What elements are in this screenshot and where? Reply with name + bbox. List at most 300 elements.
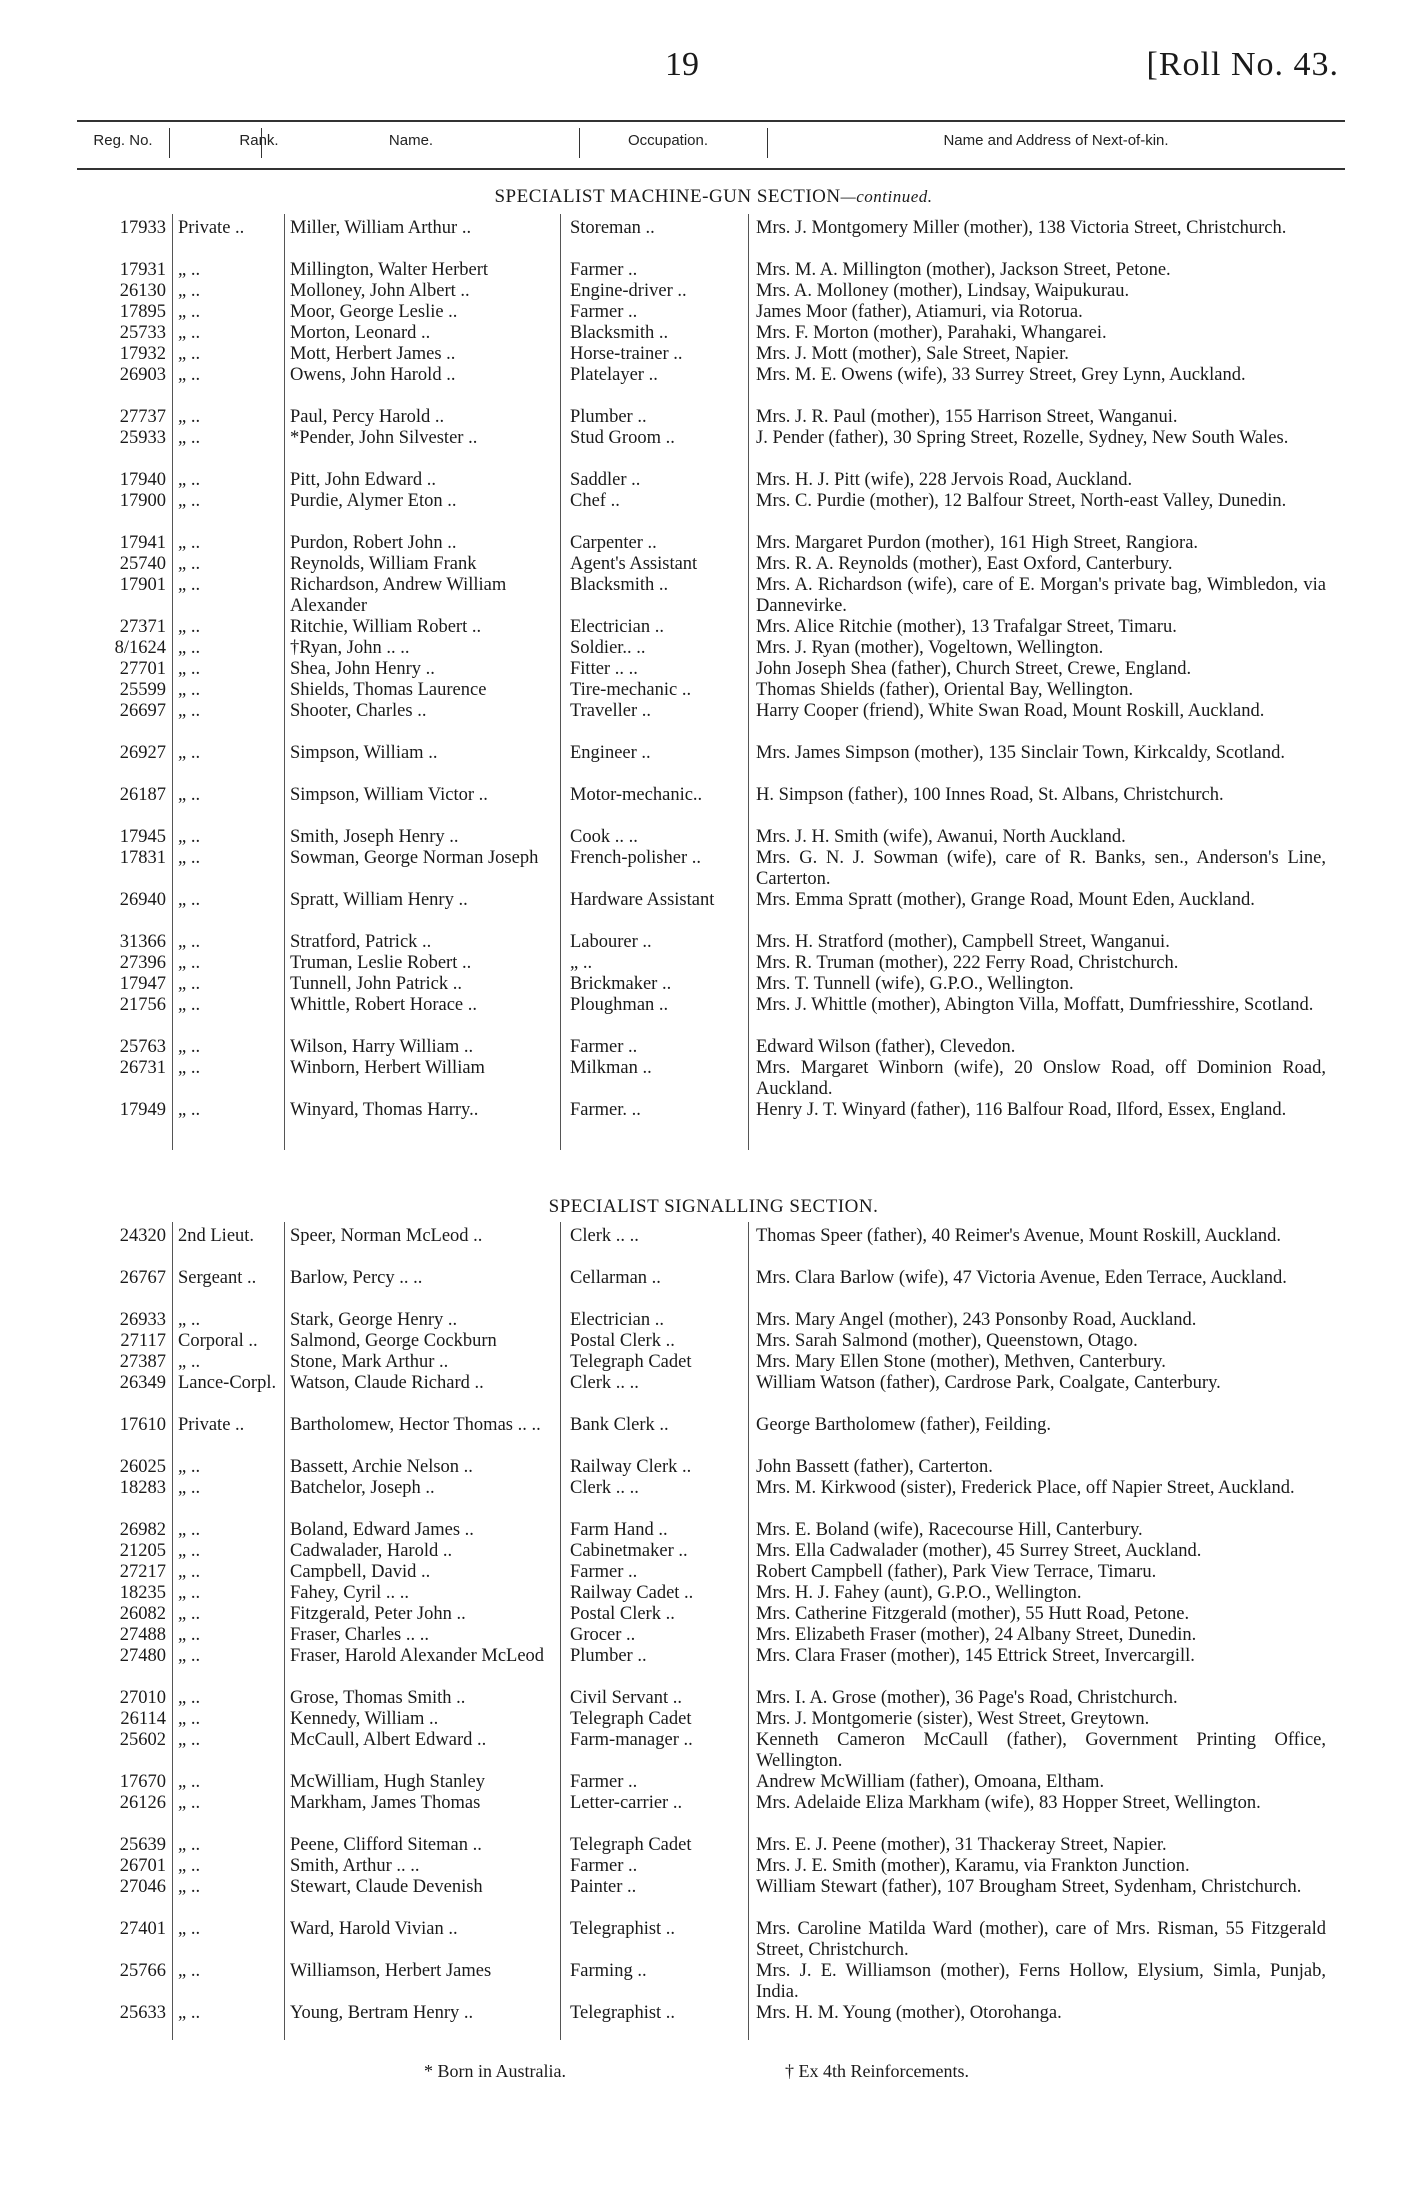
reg-no: 27217 — [119, 1562, 166, 1582]
next-of-kin: Mrs. Margaret Purdon (mother), 161 High Street, Rangiora. — [756, 533, 1199, 553]
next-of-kin: Edward Wilson (father), Clevedon. — [756, 1037, 1016, 1057]
occupation: Telegraphist .. — [570, 1919, 676, 1939]
occupation: Hardware Assistant — [570, 890, 715, 910]
reg-no: 25763 — [119, 1037, 166, 1057]
next-of-kin: Mrs. Emma Spratt (mother), Grange Road, Mount Eden, Auckland. — [756, 890, 1255, 910]
reg-no: 25633 — [119, 2003, 166, 2023]
section-title — [0, 1196, 1427, 1218]
reg-no: 26940 — [119, 890, 166, 910]
occupation: French-polisher .. — [570, 848, 702, 868]
next-of-kin: Henry J. T. Winyard (father), 116 Balfour Road, Ilford, Essex, England. — [756, 1100, 1287, 1120]
rank: „ .. — [178, 491, 201, 511]
occupation: Brickmaker .. — [570, 974, 672, 994]
occupation: Railway Clerk .. — [570, 1457, 692, 1477]
rank: „ .. — [178, 1541, 201, 1561]
next-of-kin: Thomas Shields (father), Oriental Bay, Wellington. — [756, 680, 1134, 700]
reg-no: 26114 — [120, 1709, 166, 1729]
occupation: Cabinetmaker .. — [570, 1541, 688, 1561]
rank: „ .. — [178, 1625, 201, 1645]
next-of-kin: Andrew McWilliam (father), Omoana, Eltham. — [756, 1772, 1105, 1792]
rank: „ .. — [178, 2003, 201, 2023]
rank: „ .. — [178, 554, 201, 574]
soldier-name: Wilson, Harry William .. — [290, 1037, 474, 1057]
soldier-name: Paul, Percy Harold .. — [290, 407, 445, 427]
next-of-kin: Mrs. Margaret Winborn (wife), 20 Onslow Road, off Dominion Road, Auckland. — [756, 1058, 1326, 1099]
occupation: Farmer. .. — [570, 1100, 641, 1120]
occupation: Postal Clerk .. — [570, 1604, 675, 1624]
reg-no: 26130 — [119, 281, 166, 301]
next-of-kin: Mrs. E. J. Peene (mother), 31 Thackeray Street, Napier. — [756, 1835, 1167, 1855]
column-rule — [172, 1222, 173, 2040]
occupation: Farmer .. — [570, 1037, 638, 1057]
reg-no: 17900 — [119, 491, 166, 511]
soldier-name: Fraser, Charles .. .. — [290, 1625, 430, 1645]
col-next-of-kin: Name and Address of Next-of-kin. — [943, 132, 1169, 149]
reg-no: 25602 — [119, 1730, 166, 1750]
soldier-name: Stewart, Claude Devenish — [290, 1877, 483, 1897]
next-of-kin: Mrs. J. E. Williamson (mother), Ferns Hollow, Elysium, Simla, Punjab, India. — [756, 1961, 1326, 2002]
soldier-name: Fitzgerald, Peter John .. — [290, 1604, 466, 1624]
soldier-name: Winyard, Thomas Harry.. — [290, 1100, 479, 1120]
next-of-kin: Mrs. Mary Angel (mother), 243 Ponsonby Road, Auckland. — [756, 1310, 1197, 1330]
rank: „ .. — [178, 974, 201, 994]
rank: „ .. — [178, 848, 201, 868]
occupation: Carpenter .. — [570, 533, 657, 553]
rank: „ .. — [178, 260, 201, 280]
next-of-kin: James Moor (father), Atiamuri, via Rotorua. — [756, 302, 1083, 322]
soldier-name: Peene, Clifford Siteman .. — [290, 1835, 482, 1855]
soldier-name: Truman, Leslie Robert .. — [290, 953, 472, 973]
soldier-name: Ward, Harold Vivian .. — [290, 1919, 458, 1939]
next-of-kin: Mrs. J. Whittle (mother), Abington Villa, Moffatt, Dumfriesshire, Scotland. — [756, 995, 1314, 1015]
rank: „ .. — [178, 1793, 201, 1813]
next-of-kin: H. Simpson (father), 100 Innes Road, St. Albans, Christchurch. — [756, 785, 1224, 805]
rank: „ .. — [178, 659, 201, 679]
next-of-kin: Mrs. Caroline Matilda Ward (mother), care of Mrs. Risman, 55 Fitzgerald Street, Christchurch. — [756, 1919, 1326, 1960]
reg-no: 25766 — [119, 1961, 166, 1981]
reg-no: 18283 — [119, 1478, 166, 1498]
next-of-kin: Thomas Speer (father), 40 Reimer's Avenue, Mount Roskill, Auckland. — [756, 1226, 1282, 1246]
occupation: Farmer .. — [570, 1772, 638, 1792]
soldier-name: Spratt, William Henry .. — [290, 890, 468, 910]
rank: „ .. — [178, 1100, 201, 1120]
rank: „ .. — [178, 1604, 201, 1624]
next-of-kin: Mrs. Adelaide Eliza Markham (wife), 83 Hopper Street, Wellington. — [756, 1793, 1261, 1813]
footnote-born-australia: * Born in Australia. — [424, 2061, 566, 2081]
next-of-kin: John Joseph Shea (father), Church Street, Crewe, England. — [756, 659, 1192, 679]
reg-no: 21756 — [119, 995, 166, 1015]
next-of-kin: Harry Cooper (friend), White Swan Road, Mount Roskill, Auckland. — [756, 701, 1265, 721]
reg-no: 26697 — [119, 701, 166, 721]
reg-no: 27480 — [119, 1646, 166, 1666]
occupation: Farmer .. — [570, 260, 638, 280]
rank: „ .. — [178, 1520, 201, 1540]
rank: „ .. — [178, 575, 201, 595]
column-rule — [748, 1222, 749, 2040]
soldier-name: Smith, Joseph Henry .. — [290, 827, 459, 847]
soldier-name: Speer, Norman McLeod .. — [290, 1226, 483, 1246]
occupation: Clerk .. .. — [570, 1226, 639, 1246]
rank: „ .. — [178, 785, 201, 805]
next-of-kin: Mrs. F. Morton (mother), Parahaki, Whangarei. — [756, 323, 1107, 343]
col-rank: Rank. — [239, 132, 279, 149]
next-of-kin: Mrs. M. Kirkwood (sister), Frederick Place, off Napier Street, Auckland. — [756, 1478, 1295, 1498]
soldier-name: Stratford, Patrick .. — [290, 932, 432, 952]
occupation: Farming .. — [570, 1961, 647, 1981]
next-of-kin: John Bassett (father), Carterton. — [756, 1457, 993, 1477]
rank: Private .. — [178, 218, 245, 238]
rank: „ .. — [178, 1310, 201, 1330]
next-of-kin: Mrs. R. A. Reynolds (mother), East Oxford, Canterbury. — [756, 554, 1173, 574]
next-of-kin: Mrs. J. Montgomery Miller (mother), 138 Victoria Street, Christchurch. — [756, 218, 1287, 238]
next-of-kin: Mrs. James Simpson (mother), 135 Sinclair Town, Kirkcaldy, Scotland. — [756, 743, 1285, 763]
rank: „ .. — [178, 1919, 201, 1939]
occupation: Tire-mechanic .. — [570, 680, 692, 700]
next-of-kin: William Watson (father), Cardrose Park, Coalgate, Canterbury. — [756, 1373, 1221, 1393]
reg-no: 26927 — [119, 743, 166, 763]
occupation: Painter .. — [570, 1877, 637, 1897]
reg-no: 17670 — [119, 1772, 166, 1792]
rank: „ .. — [178, 701, 201, 721]
reg-no: 17941 — [119, 533, 166, 553]
reg-no: 27117 — [120, 1331, 166, 1351]
occupation: Engineer .. — [570, 743, 651, 763]
occupation: Clerk .. .. — [570, 1373, 639, 1393]
footnote-ex-reinforcements: † Ex 4th Reinforcements. — [785, 2061, 969, 2081]
reg-no: 27401 — [119, 1919, 166, 1939]
rank: „ .. — [178, 1646, 201, 1666]
reg-no: 24320 — [119, 1226, 166, 1246]
soldier-name: Shea, John Henry .. — [290, 659, 435, 679]
rank: „ .. — [178, 365, 201, 385]
rank: „ .. — [178, 1730, 201, 1750]
occupation: Chef .. — [570, 491, 620, 511]
section-title — [0, 186, 1427, 208]
soldier-name: Purdie, Alymer Eton .. — [290, 491, 457, 511]
soldier-name: Molloney, John Albert .. — [290, 281, 470, 301]
soldier-name: Stark, George Henry .. — [290, 1310, 458, 1330]
next-of-kin: Mrs. H. J. Fahey (aunt), G.P.O., Wellington. — [756, 1583, 1082, 1603]
next-of-kin: Mrs. J. E. Smith (mother), Karamu, via Frankton Junction. — [756, 1856, 1190, 1876]
next-of-kin: William Stewart (father), 107 Brougham Street, Sydenham, Christchurch. — [756, 1877, 1302, 1897]
occupation: Telegraph Cadet — [570, 1352, 692, 1372]
rank: „ .. — [178, 1037, 201, 1057]
rank: Corporal .. — [178, 1331, 258, 1351]
soldier-name: Williamson, Herbert James — [290, 1961, 492, 1981]
occupation: Farm Hand .. — [570, 1520, 668, 1540]
next-of-kin: Mrs. Elizabeth Fraser (mother), 24 Albany Street, Dunedin. — [756, 1625, 1197, 1645]
reg-no: 25740 — [119, 554, 166, 574]
next-of-kin: Mrs. H. Stratford (mother), Campbell Street, Wanganui. — [756, 932, 1170, 952]
occupation: Plumber .. — [570, 1646, 647, 1666]
reg-no: 18235 — [119, 1583, 166, 1603]
soldier-name: Shields, Thomas Laurence — [290, 680, 487, 700]
reg-no: 27488 — [119, 1625, 166, 1645]
next-of-kin: Mrs. Catherine Fitzgerald (mother), 55 Hutt Road, Petone. — [756, 1604, 1190, 1624]
soldier-name: Fraser, Harold Alexander McLeod — [290, 1646, 545, 1666]
column-headers — [77, 128, 1345, 158]
next-of-kin: Mrs. A. Molloney (mother), Lindsay, Waipukurau. — [756, 281, 1130, 301]
section-title-text: SPECIALIST MACHINE-GUN SECTION — [494, 186, 841, 207]
soldier-name: Morton, Leonard .. — [290, 323, 431, 343]
reg-no: 17895 — [119, 302, 166, 322]
reg-no: 26701 — [119, 1856, 166, 1876]
soldier-name: Millington, Walter Herbert — [290, 260, 489, 280]
rank: Private .. — [178, 1415, 245, 1435]
next-of-kin: George Bartholomew (father), Feilding. — [756, 1415, 1052, 1435]
occupation: Grocer .. — [570, 1625, 636, 1645]
soldier-name: Batchelor, Joseph .. — [290, 1478, 435, 1498]
next-of-kin: Mrs. Ella Cadwalader (mother), 45 Surrey Street, Auckland. — [756, 1541, 1202, 1561]
roll-number: [Roll No. 43. — [1146, 46, 1339, 83]
occupation: Soldier.. .. — [570, 638, 646, 658]
soldier-name: †Ryan, John .. .. — [290, 638, 410, 658]
column-rule — [172, 214, 173, 1150]
reg-no: 17932 — [119, 344, 166, 364]
occupation: Blacksmith .. — [570, 323, 669, 343]
soldier-name: Richardson, Andrew William Alexander — [290, 575, 507, 616]
rank: „ .. — [178, 344, 201, 364]
reg-no: 31366 — [119, 932, 166, 952]
occupation: Traveller .. — [570, 701, 652, 721]
rank: „ .. — [178, 281, 201, 301]
next-of-kin: Mrs. T. Tunnell (wife), G.P.O., Wellington. — [756, 974, 1074, 994]
next-of-kin: Mrs. M. A. Millington (mother), Jackson Street, Petone. — [756, 260, 1171, 280]
top-rule — [77, 120, 1345, 122]
next-of-kin: Mrs. I. A. Grose (mother), 36 Page's Road, Christchurch. — [756, 1688, 1178, 1708]
next-of-kin: Mrs. J. Montgomerie (sister), West Street, Greytown. — [756, 1709, 1150, 1729]
occupation: Engine-driver .. — [570, 281, 687, 301]
soldier-name: Shooter, Charles .. — [290, 701, 427, 721]
rank: „ .. — [178, 302, 201, 322]
next-of-kin: J. Pender (father), 30 Spring Street, Rozelle, Sydney, New South Wales. — [756, 428, 1289, 448]
soldier-name: McCaull, Albert Edward .. — [290, 1730, 487, 1750]
next-of-kin: Mrs. M. E. Owens (wife), 33 Surrey Street, Grey Lynn, Auckland. — [756, 365, 1246, 385]
section-title-text: SPECIALIST SIGNALLING SECTION. — [548, 1196, 879, 1217]
occupation: Cellarman .. — [570, 1268, 661, 1288]
rank: „ .. — [178, 953, 201, 973]
reg-no: 27737 — [119, 407, 166, 427]
rank: „ .. — [178, 680, 201, 700]
occupation: Labourer .. — [570, 932, 652, 952]
reg-no: 17947 — [119, 974, 166, 994]
rank: „ .. — [178, 1478, 201, 1498]
soldier-name: Pitt, John Edward .. — [290, 470, 436, 490]
soldier-name: Reynolds, William Frank — [290, 554, 477, 574]
soldier-name: Bartholomew, Hector Thomas .. .. — [290, 1415, 541, 1435]
rank: „ .. — [178, 407, 201, 427]
rank: „ .. — [178, 1835, 201, 1855]
column-rule — [284, 1222, 285, 2040]
soldier-name: Ritchie, William Robert .. — [290, 617, 482, 637]
rank: „ .. — [178, 1877, 201, 1897]
soldier-name: Winborn, Herbert William — [290, 1058, 485, 1078]
rank: „ .. — [178, 1457, 201, 1477]
soldier-name: Tunnell, John Patrick .. — [290, 974, 462, 994]
occupation: Telegraphist .. — [570, 2003, 676, 2023]
occupation: Stud Groom .. — [570, 428, 675, 448]
next-of-kin: Mrs. C. Purdie (mother), 12 Balfour Street, North-east Valley, Dunedin. — [756, 491, 1287, 511]
rank: „ .. — [178, 995, 201, 1015]
reg-no: 25733 — [119, 323, 166, 343]
rank: 2nd Lieut. — [178, 1226, 255, 1246]
column-rule — [284, 214, 285, 1150]
soldier-name: Owens, John Harold .. — [290, 365, 456, 385]
occupation: Telegraph Cadet — [570, 1709, 692, 1729]
soldier-name: Mott, Herbert James .. — [290, 344, 456, 364]
reg-no: 21205 — [119, 1541, 166, 1561]
rank: „ .. — [178, 932, 201, 952]
soldier-name: Miller, William Arthur .. — [290, 218, 472, 238]
next-of-kin: Mrs. Clara Barlow (wife), 47 Victoria Avenue, Eden Terrace, Auckland. — [756, 1268, 1287, 1288]
occupation: Letter-carrier .. — [570, 1793, 683, 1813]
occupation: Postal Clerk .. — [570, 1331, 675, 1351]
occupation: Telegraph Cadet — [570, 1835, 692, 1855]
occupation: Fitter .. .. — [570, 659, 638, 679]
col-name: Name. — [388, 132, 434, 149]
rank: „ .. — [178, 1058, 201, 1078]
rank: „ .. — [178, 1688, 201, 1708]
rank: „ .. — [178, 1583, 201, 1603]
occupation: Platelayer .. — [570, 365, 658, 385]
occupation: Blacksmith .. — [570, 575, 669, 595]
reg-no: 8/1624 — [114, 638, 166, 658]
reg-no: 26731 — [119, 1058, 166, 1078]
column-rule — [748, 214, 749, 1150]
occupation: Electrician .. — [570, 1310, 664, 1330]
soldier-name: Whittle, Robert Horace .. — [290, 995, 477, 1015]
reg-no: 25933 — [119, 428, 166, 448]
occupation: Storeman .. — [570, 218, 655, 238]
next-of-kin: Mrs. Sarah Salmond (mother), Queenstown, Otago. — [756, 1331, 1138, 1351]
rank: „ .. — [178, 743, 201, 763]
soldier-name: Salmond, George Cockburn — [290, 1331, 497, 1351]
soldier-name: Boland, Edward James .. — [290, 1520, 474, 1540]
reg-no: 26767 — [119, 1268, 166, 1288]
next-of-kin: Mrs. E. Boland (wife), Racecourse Hill, Canterbury. — [756, 1520, 1143, 1540]
occupation: Farmer .. — [570, 302, 638, 322]
next-of-kin: Mrs. R. Truman (mother), 222 Ferry Road, Christchurch. — [756, 953, 1179, 973]
reg-no: 17949 — [119, 1100, 166, 1120]
reg-no: 27010 — [119, 1688, 166, 1708]
occupation: Farm-manager .. — [570, 1730, 693, 1750]
occupation: Milkman .. — [570, 1058, 652, 1078]
soldier-name: Smith, Arthur .. .. — [290, 1856, 420, 1876]
reg-no: 27371 — [119, 617, 166, 637]
rank: „ .. — [178, 1562, 201, 1582]
occupation: Saddler .. — [570, 470, 641, 490]
occupation: Clerk .. .. — [570, 1478, 639, 1498]
reg-no: 17940 — [119, 470, 166, 490]
soldier-name: Young, Bertram Henry .. — [290, 2003, 474, 2023]
rank: „ .. — [178, 1772, 201, 1792]
occupation: Electrician .. — [570, 617, 664, 637]
reg-no: 17931 — [119, 260, 166, 280]
soldier-name: Markham, James Thomas — [290, 1793, 481, 1813]
next-of-kin: Mrs. J. Mott (mother), Sale Street, Napier. — [756, 344, 1069, 364]
reg-no: 26903 — [119, 365, 166, 385]
next-of-kin: Robert Campbell (father), Park View Terrace, Timaru. — [756, 1562, 1157, 1582]
reg-no: 26349 — [119, 1373, 166, 1393]
next-of-kin: Mrs. Alice Ritchie (mother), 13 Trafalgar Street, Timaru. — [756, 617, 1177, 637]
next-of-kin: Mrs. J. R. Paul (mother), 155 Harrison Street, Wanganui. — [756, 407, 1178, 427]
soldier-name: Moor, George Leslie .. — [290, 302, 458, 322]
rank: „ .. — [178, 1856, 201, 1876]
rank: „ .. — [178, 1961, 201, 1981]
rank: „ .. — [178, 890, 201, 910]
occupation: Railway Cadet .. — [570, 1583, 694, 1603]
reg-no: 27387 — [119, 1352, 166, 1372]
soldier-name: Bassett, Archie Nelson .. — [290, 1457, 473, 1477]
rank: „ .. — [178, 617, 201, 637]
next-of-kin: Mrs. H. J. Pitt (wife), 228 Jervois Road, Auckland. — [756, 470, 1133, 490]
rank: „ .. — [178, 428, 201, 448]
occupation: Farmer .. — [570, 1562, 638, 1582]
reg-no: 17945 — [119, 827, 166, 847]
next-of-kin: Mrs. G. N. J. Sowman (wife), care of R. Banks, sen., Anderson's Line, Carterton. — [756, 848, 1326, 889]
reg-no: 17610 — [119, 1415, 166, 1435]
rank: „ .. — [178, 323, 201, 343]
reg-no: 26025 — [119, 1457, 166, 1477]
next-of-kin: Mrs. Clara Fraser (mother), 145 Ettrick Street, Invercargill. — [756, 1646, 1195, 1666]
soldier-name: Watson, Claude Richard .. — [290, 1373, 484, 1393]
reg-no: 17831 — [119, 848, 166, 868]
next-of-kin: Mrs. Mary Ellen Stone (mother), Methven, Canterbury. — [756, 1352, 1166, 1372]
reg-no: 26082 — [119, 1604, 166, 1624]
next-of-kin: Kenneth Cameron McCaull (father), Government Printing Office, Wellington. — [756, 1730, 1326, 1771]
occupation: Plumber .. — [570, 407, 647, 427]
page-number: 19 — [665, 46, 699, 83]
reg-no: 17933 — [119, 218, 166, 238]
occupation: Cook .. .. — [570, 827, 638, 847]
reg-no: 25639 — [119, 1835, 166, 1855]
reg-no: 17901 — [119, 575, 166, 595]
next-of-kin: Mrs. J. Ryan (mother), Vogeltown, Wellington. — [756, 638, 1104, 658]
next-of-kin: Mrs. J. H. Smith (wife), Awanui, North Auckland. — [756, 827, 1126, 847]
soldier-name: Sowman, George Norman Joseph — [290, 848, 539, 868]
col-reg-no: Reg. No. — [93, 132, 153, 149]
occupation: Civil Servant .. — [570, 1688, 683, 1708]
occupation: Horse-trainer .. — [570, 344, 683, 364]
reg-no: 26982 — [119, 1520, 166, 1540]
occupation: Farmer .. — [570, 1856, 638, 1876]
soldier-name: Cadwalader, Harold .. — [290, 1541, 453, 1561]
reg-no: 25599 — [119, 680, 166, 700]
soldier-name: Kennedy, William .. — [290, 1709, 439, 1729]
rank: „ .. — [178, 638, 201, 658]
reg-no: 26187 — [119, 785, 166, 805]
soldier-name: Fahey, Cyril .. .. — [290, 1583, 410, 1603]
soldier-name: Simpson, William .. — [290, 743, 438, 763]
soldier-name: Barlow, Percy .. .. — [290, 1268, 423, 1288]
occupation: Ploughman .. — [570, 995, 669, 1015]
reg-no: 26126 — [119, 1793, 166, 1813]
occupation: „ .. — [570, 953, 593, 973]
soldier-name: *Pender, John Silvester .. — [290, 428, 478, 448]
page-header — [0, 40, 1427, 100]
reg-no: 27701 — [119, 659, 166, 679]
column-rule — [560, 214, 561, 1150]
next-of-kin: Mrs. A. Richardson (wife), care of E. Morgan's private bag, Wimbledon, via Dannevirke. — [756, 575, 1326, 616]
rank: Lance-Corpl. — [178, 1373, 277, 1393]
section-title-suffix: —continued. — [840, 187, 933, 206]
soldier-name: McWilliam, Hugh Stanley — [290, 1772, 486, 1792]
reg-no: 26933 — [119, 1310, 166, 1330]
soldier-name: Purdon, Robert John .. — [290, 533, 457, 553]
reg-no: 27396 — [119, 953, 166, 973]
next-of-kin: Mrs. H. M. Young (mother), Otorohanga. — [756, 2003, 1062, 2023]
rank: „ .. — [178, 470, 201, 490]
